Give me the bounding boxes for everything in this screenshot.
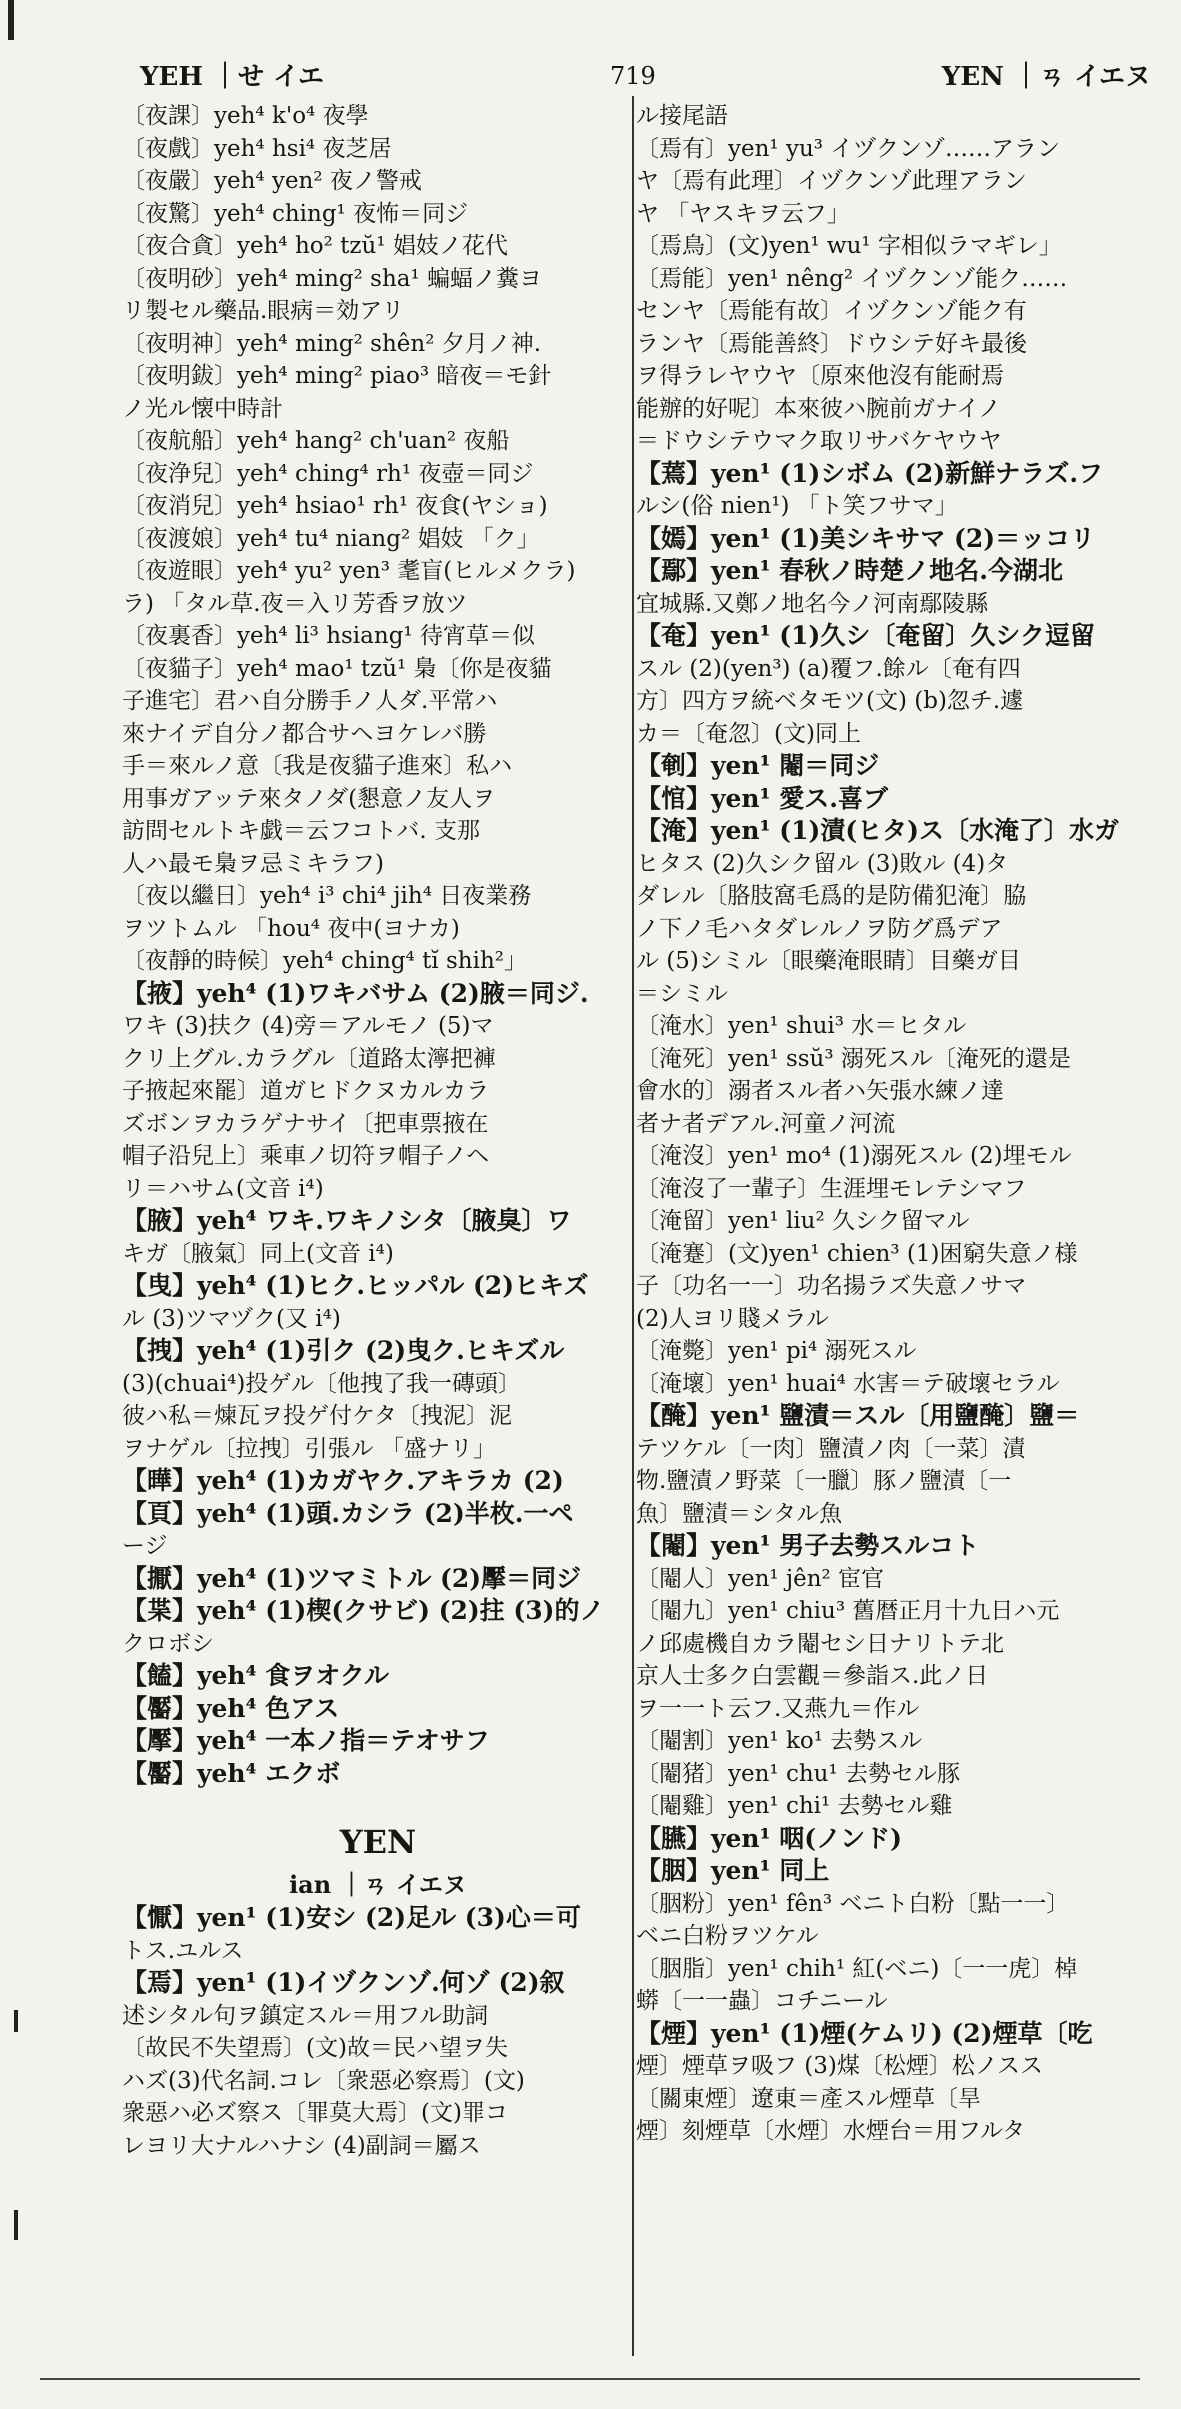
entry-line: 〔焉能〕yen¹ nêng² イヅクンゾ能ク…… (636, 265, 1068, 292)
entry-line: ージ (122, 1533, 168, 1559)
spine-mark (14, 2210, 18, 2240)
entry-line: 〔胭粉〕yen¹ fên³ ベニト白粉〔點一一〕 (636, 1890, 1070, 1917)
entry-line: 述シタル句ヲ鎮定スル＝用フル助詞 (122, 2002, 489, 2029)
entry-line: 【嫣】yen¹ (1)美シキサマ (2)＝ッコリ (636, 523, 1096, 553)
entry-line: 方〕四方ヲ統ベタモツ(文) (b)忽チ.遽 (636, 688, 1024, 714)
entry-line: ＝シミル (636, 980, 728, 1007)
entry-line: (2)人ヨリ賤メラル (636, 1305, 829, 1332)
entry-line: ダレル〔胳肢窩毛爲的是防備犯淹〕脇 (636, 883, 1027, 909)
entry-line: 〔閹雞〕yen¹ chi¹ 去勢セル雞 (636, 1793, 953, 1819)
entry-line: スル (2)(yen³) (a)覆フ.餘ル〔奄有四 (636, 655, 1021, 682)
entry-line: 京人士多ク白雲觀＝參詣ス.此ノ日 (636, 1663, 989, 1689)
entry-line: 〔關東煙〕遼東＝產スル煙草〔旱 (636, 2085, 981, 2112)
entry-line: 〔焉鳥〕(文)yen¹ wu¹ 字相似ラマギレ」 (636, 233, 1062, 259)
entry-line: 物.鹽漬ノ野菜〔一臘〕豚ノ鹽漬〔一 (636, 1468, 1012, 1494)
entry-line: ヤ 「ヤスキヲ云フ」 (636, 200, 850, 227)
page-header (140, 56, 1151, 100)
entry-line: 【枼】yeh⁴ (1)楔(クサビ) (2)拄 (3)的ノ (122, 1596, 605, 1625)
entry-line: 訪問セルトキ戯＝云フコトバ. 支那 (122, 818, 481, 844)
entry-line: 手＝來ルノ意〔我是夜貓子進來〕私ハ (122, 753, 513, 779)
entry-line: ワキ (3)扶ク (4)旁＝アルモノ (5)マ (122, 1013, 494, 1039)
entry-line: 宜城縣.又鄭ノ地名今ノ河南鄢陵縣 (636, 590, 989, 617)
right-column (636, 100, 1150, 2148)
entry-line: ヲツトムル 「hou⁴ 夜中(ヨナカ) (122, 915, 460, 942)
page-spine (0, 0, 30, 2409)
entry-line: 〔夜浄兒〕yeh⁴ ching⁴ rh¹ 夜壺＝同ジ (122, 460, 534, 487)
entry-line: キガ〔腋氣〕同上(文音 i⁴) (122, 1240, 394, 1267)
entry-line: 〔胭脂〕yen¹ chih¹ 紅(ベニ)〔一一虎〕棹 (636, 1955, 1078, 1982)
entry-line: 〔淹留〕yen¹ liu² 久シク留マル (636, 1208, 970, 1234)
entry-line: ヒタス (2)久シク留ル (3)敗ル (4)タ (636, 850, 1009, 877)
entry-line: 【擫】yeh⁴ (1)ツマミトル (2)擪＝同ジ (122, 1563, 582, 1593)
entry-line: クロボシ (122, 1630, 214, 1657)
entry-line: 〔淹斃〕yen¹ pi⁴ 溺死スル (636, 1338, 917, 1364)
entry-line: 帽子沿兒上〕乘車ノ切符ヲ帽子ノヘ (122, 1143, 490, 1169)
entry-line: 【剦】yen¹ 閹＝同ジ (636, 751, 880, 780)
entry-line: 【胭】yen¹ 同上 (636, 1856, 830, 1885)
entry-line: カ＝〔奄忽〕(文)同上 (636, 720, 861, 747)
entry-line: 【醃】yen¹ 鹽漬＝スル〔用鹽醃〕鹽＝ (636, 1401, 1080, 1430)
entry-line: テツケル〔一肉〕鹽漬ノ肉〔一菜〕漬 (636, 1435, 1026, 1462)
entry-line: 【蔫】yen¹ (1)シボム (2)新鮮ナラズ.フ (636, 458, 1104, 488)
entry-line: 〔淹水〕yen¹ shui³ 水＝ヒタル (636, 1013, 967, 1039)
entry-line: 來ナイデ自分ノ都合サヘヨケレバ勝 (122, 720, 487, 747)
entry-line: クリ上グル.カラグル〔道路太濘把褲 (122, 1045, 496, 1072)
entry-line: センヤ〔焉能有故〕イヅクンゾ能ク有 (636, 298, 1027, 324)
entry-line: 【靨】yeh⁴ エクボ (122, 1758, 341, 1788)
entry-line: 〔夜消兒〕yeh⁴ hsiao¹ rh¹ 夜食(ヤショ) (122, 493, 548, 519)
entry-line: ノ光ル懐中時計 (122, 395, 283, 422)
entry-line: ヲ得ラレヤウヤ〔原來他沒有能耐焉 (636, 363, 1004, 389)
entry-line: 【曄】yeh⁴ (1)カガヤク.アキラカ (2) (122, 1466, 564, 1495)
entry-line: ランヤ〔焉能善終〕ドウシテ好キ最後 (636, 330, 1027, 357)
entry-line: 〔夜嚴〕yeh⁴ yen² 夜ノ警戒 (122, 168, 422, 194)
entry-line: 【擪】yeh⁴ 一本ノ指＝テオサフ (122, 1726, 490, 1755)
entry-line: 〔夜合貪〕yeh⁴ ho² tzŭ¹ 娼妓ノ花代 (122, 233, 508, 259)
entry-line: ヤ〔焉有此理〕イヅクンゾ此理アラン (636, 168, 1027, 194)
entry-line: 〔夜明鈸〕yeh⁴ ming² piao³ 暗夜＝モ針 (122, 363, 552, 389)
section-heading: YEN (339, 1823, 417, 1861)
entry-line: 〔閹猪〕yen¹ chu¹ 去勢セル豚 (636, 1760, 960, 1787)
entry-line: 〔故民不失望焉〕(文)故＝民ハ望ヲ失 (122, 2035, 508, 2061)
entry-line: 〔夜渡娘〕yeh⁴ tu⁴ niang² 娼妓 「ク」 (122, 525, 540, 552)
entry-line: 會水的〕溺者スル者ハ矢張水練ノ達 (636, 1078, 1004, 1104)
entry-line: ヲナゲル〔拉拽〕引張ル 「盛ナリ」 (122, 1435, 496, 1462)
entry-line: 子掖起來罷〕道ガヒドクヌカルカラ (122, 1078, 490, 1104)
entry-line: 彼ハ私＝煉瓦ヲ投ゲ付ケタ〔拽泥〕泥 (122, 1403, 512, 1429)
entry-line: 【奄】yen¹ (1)久シ〔奄留〕久シク逗留 (636, 621, 1095, 650)
entry-line: 〔閹九〕yen¹ chiu³ 舊暦正月十九日ハ元 (636, 1598, 1060, 1624)
entry-line: ハズ(3)代名詞.コレ〔衆惡必察焉〕(文) (122, 2067, 525, 2094)
entry-line: 【臙】yen¹ 咽(ノンド) (636, 1823, 902, 1853)
entry-line: リ＝ハサム(文音 i⁴) (122, 1175, 324, 1202)
entry-line: 【頁】yeh⁴ (1)頭.カシラ (2)半枚.一ペ (122, 1498, 574, 1528)
entry-line: トス.ユルス (122, 1937, 244, 1964)
entry-line: 〔閹割〕yen¹ ko¹ 去勢スル (636, 1728, 923, 1754)
entry-line: 【懨】yen¹ (1)安シ (2)足ル (3)心＝可 (122, 1903, 581, 1932)
entry-line: 【拽】yeh⁴ (1)引ク (2)曳ク.ヒキズル (122, 1336, 565, 1365)
entry-line: 煙〕刻煙草〔水煙〕水煙台＝用フルタ (636, 2118, 1026, 2144)
entry-line: リ製セル藥品.眼病＝効アリ (122, 298, 405, 324)
entry-line: 〔夜明砂〕yeh⁴ ming² sha¹ 蝙蝠ノ糞ヨ (122, 265, 543, 292)
entry-line: 〔焉有〕yen¹ yu³ イヅクンゾ……アラン (636, 135, 1061, 162)
entry-line: 能辦的好呢〕本來彼ハ腕前ガナイノ (636, 395, 1002, 422)
entry-line: 〔淹壞〕yen¹ huai⁴ 水害＝テ破壞セラル (636, 1370, 1060, 1397)
entry-line: 〔夜遊眼〕yeh⁴ yu² yen³ 耄盲(ヒルメクラ) (122, 558, 576, 584)
page-number: 719 (610, 62, 656, 90)
entry-line: 【饁】yeh⁴ 食ヲオクル (122, 1661, 390, 1690)
entry-line: 〔夜戲〕yeh⁴ hsi⁴ 夜芝居 (122, 135, 392, 162)
entry-line: ルシ(俗 nien¹) 「ト笑フサマ」 (636, 493, 958, 519)
entry-line: 〔淹沒了一輩子〕生涯埋モレテシマフ (636, 1175, 1027, 1202)
entry-line: 【腋】yeh⁴ ワキ.ワキノシタ〔腋臭〕ワ (122, 1206, 572, 1235)
page-bottom-rule (40, 2378, 1140, 2380)
entry-line: ラ) 「タル草.夜＝入リ芳香ヲ放ツ (122, 590, 468, 617)
entry-line: 〔夜驚〕yeh⁴ ching¹ 夜怖＝同ジ (122, 200, 469, 227)
entry-line: 〔夜靜的時候〕yeh⁴ ching⁴ tĭ shih²」 (122, 948, 527, 974)
header-right-guide: YEN ｜ㄢ イエヌ (941, 62, 1151, 92)
entry-line: 人ハ最モ梟ヲ忌ミキラフ) (122, 850, 384, 877)
left-column (122, 100, 634, 2162)
entry-line: 〔夜航船〕yeh⁴ hang² ch'uan² 夜船 (122, 428, 510, 454)
entry-line: ノ邱處機自カラ閹セシ日ナリトテ北 (636, 1630, 1004, 1657)
entry-line: 用事ガアッテ來タノダ(懇意ノ友人ヲ (122, 785, 496, 812)
entry-line: 煙〕煙草ヲ吸フ (3)煤〔松煙〕松ノスス (636, 2053, 1043, 2079)
header-left-guide: YEH ｜せ イエ (140, 62, 325, 92)
entry-line: レヨリ大ナルハナシ (4)副詞＝屬ス (122, 2132, 481, 2159)
entry-line: ベニ白粉ヲツケル (636, 1923, 819, 1949)
entry-line: 〔夜以繼日〕yeh⁴ i³ chi⁴ jih⁴ 日夜業務 (122, 883, 532, 909)
entry-line: 【掖】yeh⁴ (1)ワキバサム (2)腋＝同ジ. (122, 978, 589, 1008)
entry-line: 【淹】yen¹ (1)漬(ヒタ)ス〔水淹了〕水ガ (636, 816, 1119, 845)
entry-line: ノ下ノ毛ハタダレルノヲ防グ爲デア (636, 915, 1003, 942)
entry-line: 〔淹沒〕yen¹ mo⁴ (1)溺死スル (2)埋モル (636, 1143, 1072, 1169)
entry-line: 魚〕鹽漬＝シタル魚 (636, 1500, 843, 1527)
entry-line: 子進宅〕君ハ自分勝手ノ人ダ.平常ハ (122, 688, 498, 714)
spine-mark (8, 0, 14, 40)
entry-line: 衆惡ハ必ズ察ス〔罪莫大焉〕(文)罪コ (122, 2100, 508, 2126)
section-subheading: ian ｜ㄢ イエヌ (289, 1870, 467, 1899)
entry-line: 【鄢】yen¹ 春秋ノ時楚ノ地名.今湖北 (636, 556, 1063, 585)
entry-line: 【曳】yeh⁴ (1)ヒク.ヒッパル (2)ヒキズ (122, 1271, 589, 1300)
entry-line: 〔淹死〕yen¹ ssŭ³ 溺死スル〔淹死的還是 (636, 1045, 1071, 1072)
entry-line: 【悺】yen¹ 愛ス.喜ブ (636, 783, 888, 813)
entry-line: ル接尾語 (636, 103, 728, 129)
entry-line: 【閹】yen¹ 男子去勢スルコト (636, 1531, 980, 1560)
entry-line: 〔淹蹇〕(文)yen¹ chien³ (1)困窮失意ノ様 (636, 1240, 1078, 1267)
entry-line: (3)(chuai⁴)投ゲル〔他拽了我一磚頭〕 (122, 1370, 521, 1397)
entry-line: 〔閹人〕yen¹ jên² 宦官 (636, 1565, 885, 1592)
entry-line: 者ナ者デアル.河童ノ河流 (636, 1110, 896, 1137)
entry-line: 〔夜明神〕yeh⁴ ming² shên² 夕月ノ神. (122, 330, 542, 357)
entry-line: ヲ一一ト云フ.又燕九＝作ル (636, 1695, 920, 1722)
spine-mark (14, 2010, 18, 2032)
entry-line: 蟒〔一一蟲〕コチニール (636, 1988, 888, 2014)
entry-line: 〔夜課〕yeh⁴ k'o⁴ 夜學 (122, 103, 369, 129)
entry-line: ＝ドウシテウマク取リサバケヤウヤ (636, 428, 1002, 454)
entry-line: 【煙】yen¹ (1)煙(ケムリ) (2)煙草〔吃 (636, 2018, 1093, 2048)
entry-line: ル (3)ツマヅク(又 i⁴) (122, 1305, 341, 1332)
entry-line: ズボンヲカラゲナサイ〔把車票掖在 (122, 1110, 489, 1137)
entry-line: 〔夜裏香〕yeh⁴ li³ hsiang¹ 待宵草＝似 (122, 623, 535, 649)
entry-line: 【焉】yen¹ (1)イヅクンゾ.何ゾ (2)叙 (122, 1968, 565, 1997)
entry-line: ル (5)シミル〔眼藥淹眼睛〕目藥ガ目 (636, 948, 1021, 974)
entry-line: 【靨】yeh⁴ 色アス (122, 1693, 340, 1723)
entry-line: 〔夜貓子〕yeh⁴ mao¹ tzŭ¹ 梟〔你是夜貓 (122, 655, 552, 682)
entry-line: 子〔功名一一〕功名揚ラズ失意ノサマ (636, 1273, 1027, 1299)
